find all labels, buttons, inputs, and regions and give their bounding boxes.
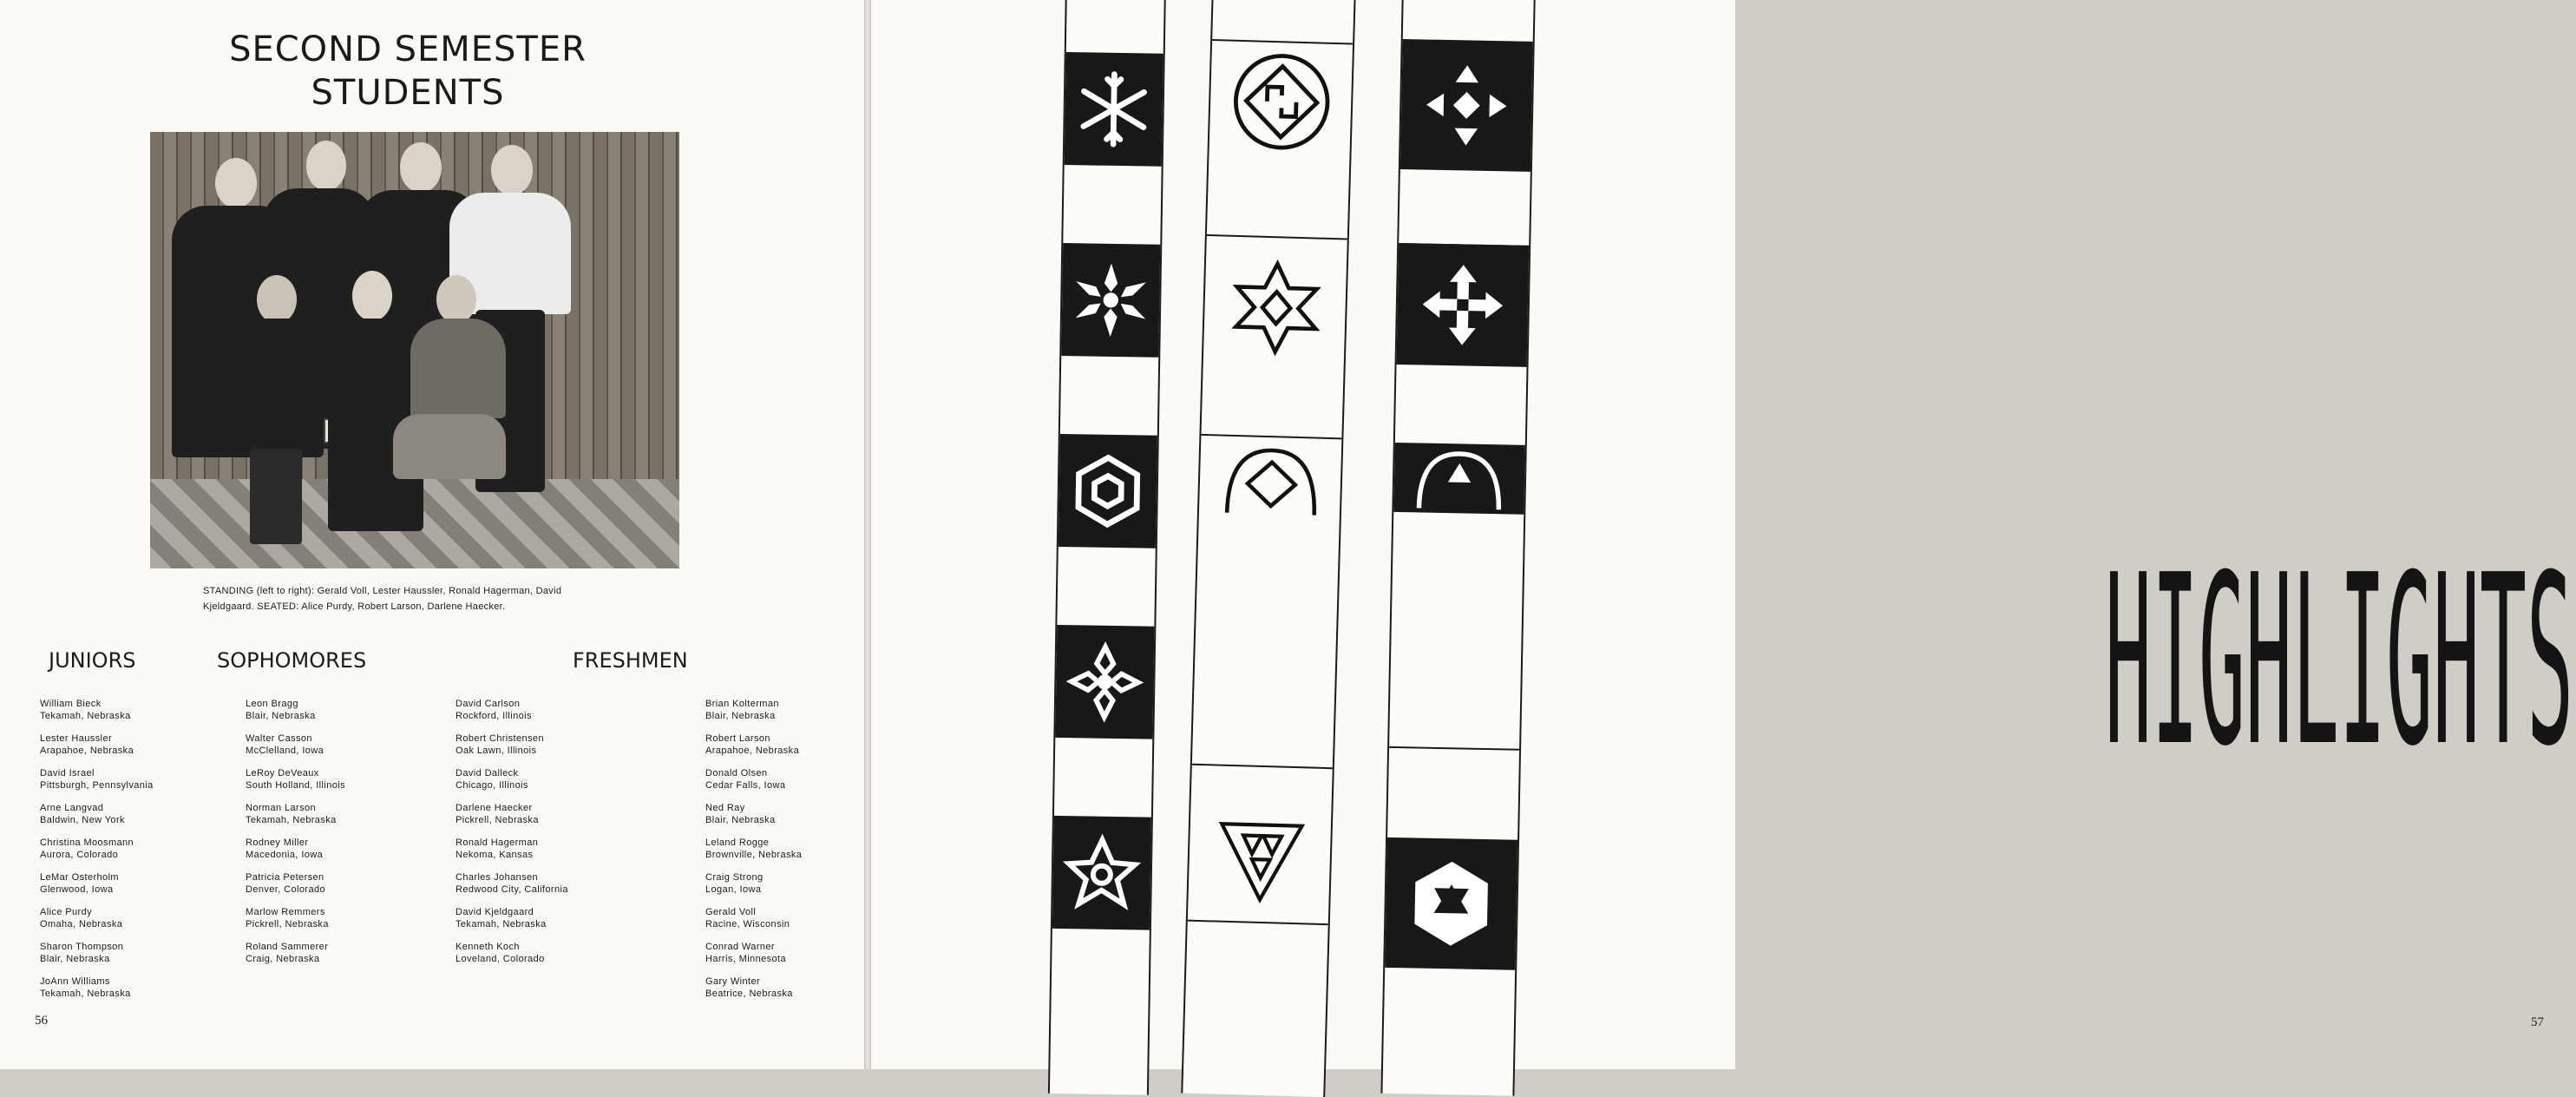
student-entry [705,767,802,802]
student-entry [456,802,568,837]
page-title-line1: SECOND SEMESTER [229,30,587,69]
photo-caption [203,583,637,614]
student-entry [40,837,154,871]
freshmen-list-1 [456,698,568,975]
triangle-motif [1214,817,1308,910]
student-entry [705,837,802,871]
student-hometown: Tekamah, Nebraska [246,815,337,825]
student-name: Gerald Voll [705,907,757,917]
student-entry [246,767,345,802]
student-name: LeMar Osterholm [40,872,119,883]
freshmen-list-2 [705,698,802,1010]
flower-motif-1 [1055,625,1154,739]
student-entry [40,802,154,837]
student-hometown: Beatrice, Nebraska [705,989,793,999]
student-name: Donald Olsen [705,768,768,778]
student-name: David Israel [40,768,95,778]
student-hometown: Denver, Colorado [246,884,326,895]
student-hometown: Craig, Nebraska [246,954,320,964]
student-hometown: Arapahoe, Nebraska [705,746,800,756]
student-entry [246,802,345,837]
student-hometown: Tekamah, Nebraska [456,919,547,929]
meander-dome-motif [1221,443,1322,520]
snowflake-motif-2 [1061,243,1160,358]
student-hometown: Blair, Nebraska [705,711,776,721]
student-entry [456,698,568,732]
student-entry [246,871,345,906]
student-entry [40,767,154,802]
student-name: JoAnn Williams [40,976,110,987]
juniors-heading: JUNIORS [49,648,136,673]
student-name: Leon Bragg [246,699,298,709]
pattern-strip-2 [1181,0,1356,1097]
student-name: Rodney Miller [246,838,309,848]
student-name: William Bieck [40,699,102,709]
student-hometown: Harris, Minnesota [705,954,786,964]
student-hometown: Logan, Iowa [705,884,762,895]
student-hometown: Cedar Falls, Iowa [705,780,786,791]
student-hometown: Rockford, Illinois [456,711,532,721]
caption-line2: Kjeldgaard. SEATED: Alice Purdy, Robert Larson, Darlene Haecker. [203,601,506,612]
page-number-right: 57 [2531,1015,2544,1029]
student-name: Craig Strong [705,872,764,883]
right-page [871,0,2573,1069]
student-hometown: Pickrell, Nebraska [246,919,329,929]
student-name: David Kjeldgaard [456,907,534,917]
student-hometown: Loveland, Colorado [456,954,545,964]
student-entry [246,698,345,732]
highlights-title-text: HIGHLIGHTS [2105,524,2573,798]
student-entry [705,975,802,1010]
student-name: Gary Winter [705,976,761,987]
student-name: Walter Casson [246,733,312,744]
student-hometown: Redwood City, California [456,884,568,895]
student-name: Ronald Hagerman [456,838,539,848]
student-entry [40,906,154,941]
student-hometown: Omaha, Nebraska [40,919,123,929]
student-hometown: Brownville, Nebraska [705,850,803,860]
student-hometown: Nekoma, Kansas [456,850,534,860]
sophomores-heading: SOPHOMORES [217,648,367,673]
pattern-strip-3 [1380,0,1536,1096]
page-title-line2: STUDENTS [311,73,505,113]
student-hometown: McClelland, Iowa [246,746,324,756]
student-name: Ned Ray [705,803,745,813]
freshmen-heading: FRESHMEN [573,648,688,673]
student-hometown: Tekamah, Nebraska [40,989,131,999]
hexagon-star-motif [1059,434,1157,548]
student-entry [456,732,568,767]
caption-line1: STANDING (left to right): Gerald Voll, Lester Haussler, Ronald Hagerman, David [203,586,562,596]
student-name: Conrad Warner [705,942,775,952]
student-name: Robert Larson [705,733,770,744]
student-entry [40,732,154,767]
arrow-diamond-motif [1400,39,1533,172]
student-hometown: Blair, Nebraska [705,815,776,825]
student-entry [705,732,802,767]
student-entry [40,941,154,975]
student-hometown: Tekamah, Nebraska [40,711,131,721]
student-entry [40,975,154,1010]
student-hometown: Pickrell, Nebraska [456,815,539,825]
student-hometown: Blair, Nebraska [246,711,316,721]
student-entry [40,698,154,732]
hexagon-triangle-motif [1385,838,1517,970]
student-entry [705,802,802,837]
meander-circle-motif [1228,49,1334,160]
student-name: Robert Christensen [456,733,544,744]
arrow-dome-motif [1393,443,1525,515]
student-entry [456,871,568,906]
student-entry [456,906,568,941]
student-name: Lester Haussler [40,733,113,744]
student-hometown: Arapahoe, Nebraska [40,746,134,756]
student-hometown: Blair, Nebraska [40,954,110,964]
student-entry [705,698,802,732]
student-name: LeRoy DeVeaux [246,768,319,778]
student-entry [246,732,345,767]
group-photo [150,132,679,568]
student-entry [456,837,568,871]
student-hometown: Chicago, Illinois [456,780,528,791]
student-name: Roland Sammerer [246,942,329,952]
student-name: Leland Rogge [705,838,770,848]
student-name: Kenneth Koch [456,942,520,952]
student-entry [40,871,154,906]
student-hometown: Pittsburgh, Pennsylvania [40,780,154,791]
book-gutter [864,0,871,1069]
student-hometown: Macedonia, Iowa [246,850,324,860]
student-name: Brian Kolterman [705,699,779,709]
student-hometown: Glenwood, Iowa [40,884,114,895]
pattern-strip-1 [1048,0,1166,1095]
student-hometown: Oak Lawn, Illinois [456,746,537,756]
student-name: David Carlson [456,699,521,709]
arrow-cross-motif [1397,243,1530,367]
student-name: Arne Langvad [40,803,104,813]
snowflake-motif-1 [1065,52,1163,167]
student-name: Christina Moosmann [40,838,134,848]
sophomores-list [246,698,345,975]
student-hometown: Racine, Wisconsin [705,919,790,929]
highlights-title [2103,524,2576,798]
student-entry [456,941,568,975]
student-name: Patricia Petersen [246,872,324,883]
student-name: Sharon Thompson [40,942,124,952]
student-entry [246,906,345,941]
student-entry [246,941,345,975]
juniors-list [40,698,154,1010]
flower-motif-2 [1052,816,1151,930]
student-hometown: Baldwin, New York [40,815,125,825]
student-hometown: Aurora, Colorado [40,850,119,860]
student-name: David Dalleck [456,768,519,778]
student-name: Charles Johansen [456,872,539,883]
student-entry [246,837,345,871]
page-number-left: 56 [35,1014,48,1028]
student-entry [705,871,802,906]
student-name: Alice Purdy [40,907,93,917]
student-name: Marlow Remmers [246,907,325,917]
student-name: Darlene Haecker [456,803,533,813]
student-name: Norman Larson [246,803,317,813]
student-hometown: South Holland, Illinois [246,780,345,791]
student-entry [705,941,802,975]
student-entry [456,767,568,802]
student-entry [705,906,802,941]
left-page [0,0,864,1069]
six-point-star-motif [1225,257,1327,364]
